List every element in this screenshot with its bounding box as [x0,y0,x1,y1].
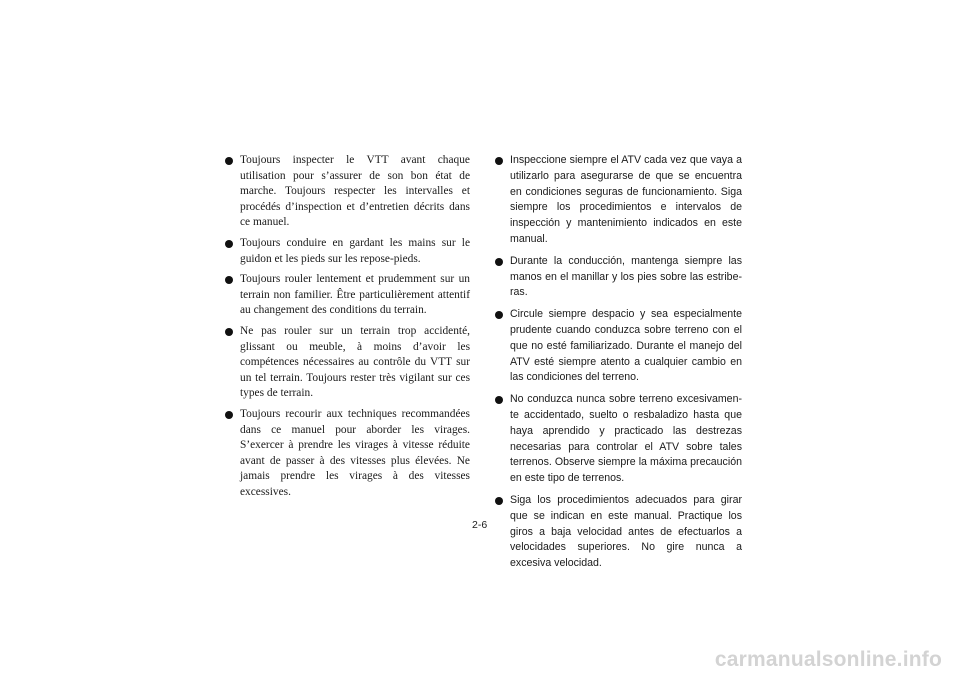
bullet-icon [225,157,233,165]
list-item [224,324,470,402]
list-item [494,493,742,572]
bullet-icon [225,411,233,419]
list-item [494,392,742,487]
item-text: Durante la conducción, mantenga siempre las manos en el manillar y los pies sobre las estriberas. [510,254,742,299]
item-text: No conduzca nunca sobre terreno excesivamente accidentado, suelto o resbaladizo hasta que haya aprendido y practicado las destrezas necesarias para controlar el ATV sobre tales terrenos. Observe siempre la máxima precaución en este tipo de terrenos. [510,393,742,485]
item-text: Toujours recourir aux techniques recommandées dans ce manuel pour aborder les virages. S’exercer à prendre les virages à vitesse réduite avant de passer à des vitesses plus élevées. Ne jamais prendre les virages à des vitesses excessives. [240,407,470,498]
french-column [224,153,470,505]
item-text: Siga los procedimientos adecuados para girar que se indican en este manual. Practique los giros a baja velocidad antes de efectuarlos a velocidades superiores. No gire nunca a excesiva velocidad. [510,493,742,570]
page-number: 2-6 [472,519,488,531]
bullet-icon [495,396,503,404]
list-item [224,272,470,319]
item-text: Inspeccione siempre el ATV cada vez que vaya a utilizarlo para asegurarse de que se encuentra en condiciones seguras de funcionamiento. Siga siempre los procedimientos e intervalos de inspección y mantenimiento indicados en este manual. [510,154,742,245]
item-text: Circule siempre despacio y sea especialmente prudente cuando conduzca sobre terreno con el que no esté familiarizado. Durante el manejo del ATV esté siempre atento a cualquier cambio en las condiciones del terreno. [510,308,742,384]
list-item [494,254,742,301]
bullet-icon [225,276,233,284]
item-text: Toujours inspecter le VTT avant chaque utilisation pour s’assurer de son bon état de marche. Toujours respecter les intervalles et procédés d’inspection et d’entretien décrits dans ce manuel. [240,154,470,229]
list-item [494,153,742,248]
bullet-icon [495,497,503,505]
spanish-column [494,153,742,578]
item-text: Toujours conduire en gardant les mains sur le guidon et les pieds sur les repose-pieds. [240,236,470,265]
item-text: Ne pas rouler sur un terrain trop accidenté, glissant ou meuble, à moins d’avoir les compétences nécessaires au contrôle du VTT sur un tel terrain. Toujours rester très vigilant sur ces types de terrain. [240,324,470,400]
watermark: carmanualsonline.info [714,648,942,671]
bullet-icon [225,240,233,248]
list-item [224,236,470,267]
bullet-icon [495,157,503,165]
bullet-icon [495,258,503,266]
item-text: Toujours rouler lentement et prudemment sur un terrain non familier. Être particulièrement attentif au changement des conditions du terrain. [240,273,470,317]
list-item [494,307,742,386]
bullet-icon [495,311,503,319]
list-item [224,407,470,501]
bullet-icon [225,328,233,336]
list-item [224,153,470,231]
